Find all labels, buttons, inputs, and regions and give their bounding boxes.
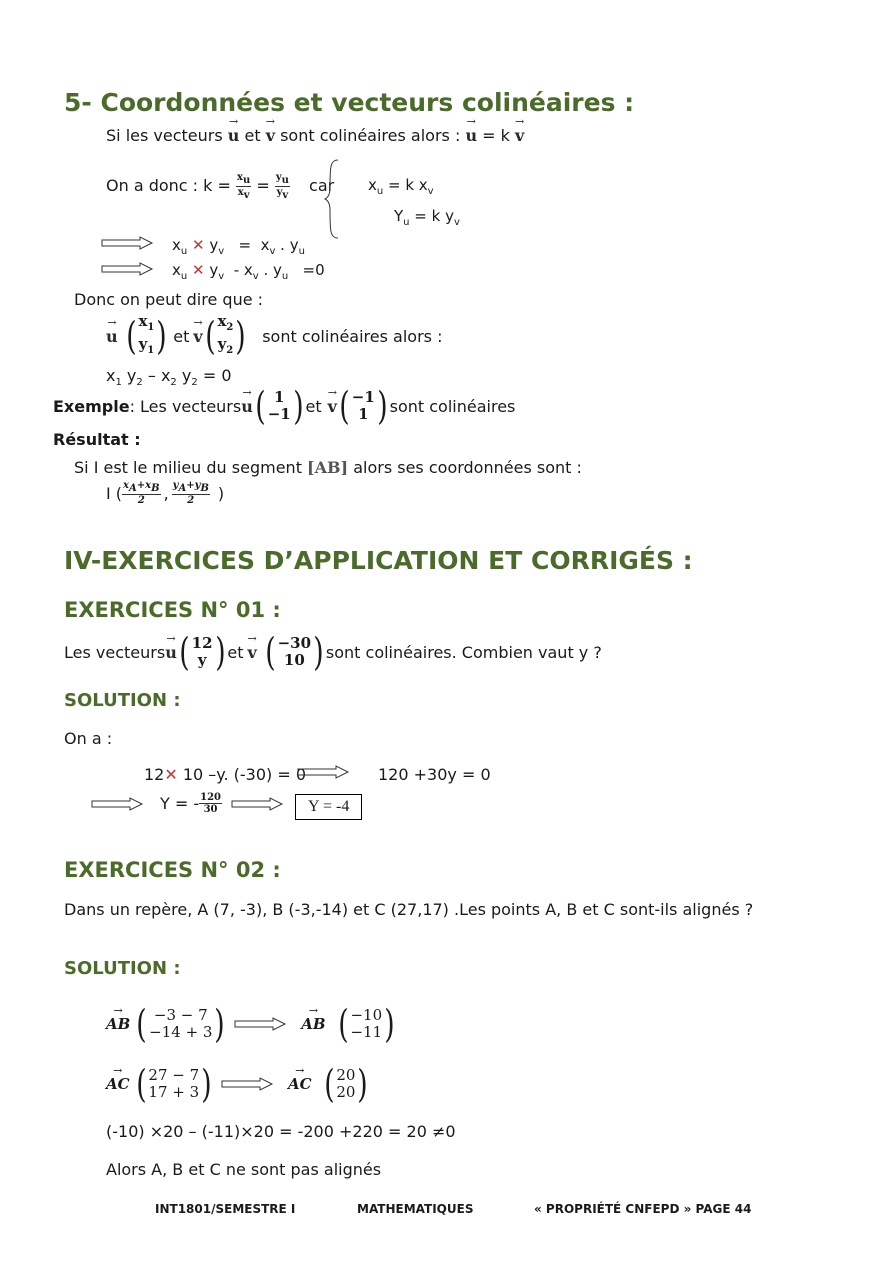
- implies-arrow-icon: [230, 797, 284, 811]
- implies-arrow-icon: [296, 765, 350, 779]
- et: et: [173, 326, 190, 346]
- text: x: [368, 176, 377, 194]
- matrix-v: ( −1 1 ): [339, 384, 388, 428]
- exemple-line: [53, 384, 515, 428]
- exercise-1-statement: [64, 630, 602, 674]
- footer-subject: MATHEMATIQUES: [357, 1202, 474, 1216]
- midpoint-formula: I ( $\frac{x_A+x_B}{2}$ , $\frac{y_A+y_B}{2}$ ): [106, 480, 225, 506]
- text: sont colinéaires: [389, 396, 516, 416]
- implies-arrow-icon: [100, 236, 154, 250]
- system-brace: [324, 158, 344, 240]
- exemple-label: Exemple: [53, 396, 130, 416]
- exercise-2-statement: Dans un repère, A (7, -3), B (-3,-14) et C (27,17) .Les points A, B et C sont-ils alignés ?: [64, 900, 754, 919]
- fraction-xa-xb: $\frac{x_A+x_B}{2}$: [123, 480, 160, 506]
- answer-box: Y = -4: [295, 794, 362, 820]
- text: alors ses coordonnées sont :: [348, 458, 582, 477]
- conclusion: Alors A, B et C ne sont pas alignés: [106, 1160, 382, 1179]
- section-4-title: IV-EXERCICES D’APPLICATION ET CORRIGÉS :: [64, 546, 693, 575]
- value: 1: [358, 405, 369, 423]
- matrix-ac-raw: ( 27 − 7 17 + 3 ): [135, 1062, 212, 1106]
- solution-step-1: 12✕ 10 –y. (-30) = 0: [144, 765, 307, 784]
- system-line-1: $x_u = k$ $x_v$: [368, 176, 434, 197]
- vector-ac: → AC: [288, 1075, 312, 1093]
- value: 30: [203, 803, 218, 815]
- text: sont colinéaires. Combien vaut y ?: [325, 642, 602, 662]
- vector-v: → v: [266, 126, 275, 145]
- resultat-label: Résultat :: [53, 430, 141, 449]
- value: 120: [200, 791, 221, 803]
- text: On a donc : k =: [106, 176, 236, 195]
- text: Y: [394, 207, 404, 225]
- value: 20: [336, 1066, 356, 1084]
- exercise-2-title: EXERCICES N° 02 :: [64, 858, 281, 882]
- colinear-definition: [106, 126, 524, 145]
- solution-step-2: 120 +30y = 0: [378, 765, 491, 784]
- text: sont colinéaires alors :: [262, 326, 443, 346]
- value: −30: [277, 634, 312, 652]
- value: 17 + 3: [148, 1083, 200, 1101]
- text: = k x: [383, 176, 428, 194]
- determinant-calc: (-10) ×20 – (-11)×20 = -200 +220 = 20 ≠0: [106, 1122, 456, 1141]
- vector-v: → v: [247, 643, 256, 662]
- implies-arrow-icon: [233, 1017, 287, 1031]
- value: −11: [350, 1023, 383, 1041]
- system-line-2: $Y_u = k$ $y_v$: [394, 207, 460, 228]
- text: et: [227, 642, 244, 662]
- footer-page: « PROPRIÉTÉ CNFEPD » PAGE 44: [534, 1202, 752, 1216]
- vector-v: → v: [193, 327, 202, 346]
- matrix-u: ( 1 −1 ): [255, 384, 304, 428]
- vector-u: → u: [165, 643, 177, 662]
- solution-step-3: [160, 786, 222, 820]
- value: 20: [336, 1083, 356, 1101]
- vector-ab: → AB: [301, 1015, 325, 1033]
- vector-v: → v: [515, 126, 524, 145]
- k-ratio: [106, 172, 334, 201]
- implies-arrow-icon: [100, 262, 154, 276]
- colinear-formula: $x_1$ $y_2 - x_2$ $y_2 = 0$: [106, 366, 232, 389]
- text: sont colinéaires alors :: [275, 126, 466, 145]
- equals: =: [256, 176, 275, 195]
- value: y: [197, 651, 207, 669]
- text: et: [305, 396, 322, 416]
- text: Si les vecteurs: [106, 126, 228, 145]
- text: = k: [477, 126, 516, 145]
- matrix-ab-raw: ( −3 − 7 −14 + 3 ): [136, 1002, 226, 1046]
- segment-ab: [AB]: [307, 458, 349, 477]
- text: I (: [106, 483, 123, 503]
- text: Y = -: [160, 793, 200, 813]
- vector-u: → u: [241, 397, 253, 416]
- section-5-title: 5- Coordonnées et vecteurs colinéaires :: [64, 88, 635, 117]
- text: : Les vecteurs: [129, 396, 242, 416]
- vector-ab-computation: [106, 1002, 397, 1046]
- value: −10: [350, 1006, 383, 1024]
- donc-text: Donc on peut dire que :: [74, 290, 264, 309]
- value: −1: [351, 388, 375, 406]
- fraction-xu-xv: $\frac{x_u}{x_v}$: [237, 172, 251, 201]
- solution-2-title: SOLUTION :: [64, 958, 181, 979]
- vector-ac-computation: [106, 1062, 370, 1106]
- matrix-ab-result: ( −10 −11 ): [337, 1002, 395, 1046]
- value: 12: [191, 634, 213, 652]
- value: 1: [273, 388, 285, 406]
- implication-2: $x_u$ ✕ $y_v - x_v$ . $y_u =0$: [172, 261, 325, 282]
- text: et: [239, 126, 266, 145]
- matrix-u: ( 12 y ): [179, 630, 226, 674]
- vector-u: → u: [106, 327, 118, 346]
- exercise-1-title: EXERCICES N° 01 :: [64, 598, 281, 622]
- matrix-x1-y1: ( $x_1$ $y_1$ ): [125, 312, 167, 358]
- text: Si I est le milieu du segment: [74, 458, 308, 477]
- text: = k y: [409, 207, 454, 225]
- colinear-condition: [106, 314, 442, 358]
- implication-1: $x_u$ ✕ $y_v = x_v$ . $y_u$: [172, 236, 305, 257]
- value: 10: [283, 651, 305, 669]
- matrix-ac-result: ( 20 20 ): [323, 1062, 369, 1106]
- vector-ac: → AC: [106, 1075, 130, 1093]
- footer-course: INT1801/SEMESTRE I: [155, 1202, 296, 1216]
- value: −1: [267, 405, 291, 423]
- matrix-v: ( −30 10 ): [265, 630, 324, 674]
- solution-1-title: SOLUTION :: [64, 690, 181, 711]
- fraction-120-30: [199, 792, 222, 815]
- text: Les vecteurs: [64, 642, 166, 662]
- on-a-text: On a :: [64, 729, 113, 748]
- vector-v: → v: [328, 397, 337, 416]
- text: 10 –y. (-30) = 0: [182, 765, 307, 784]
- implies-arrow-icon: [90, 797, 144, 811]
- value: −3 − 7: [153, 1006, 208, 1024]
- vector-ab: → AB: [106, 1015, 130, 1033]
- value: −14 + 3: [149, 1023, 213, 1041]
- car: car: [309, 176, 335, 195]
- fraction-ya-yb: $\frac{y_A+y_B}{2}$: [172, 480, 209, 506]
- vector-u: → u: [465, 126, 477, 145]
- text: 12: [144, 765, 165, 784]
- matrix-x2-y2: ( $x_2$ $y_2$ ): [204, 312, 246, 358]
- implies-arrow-icon: [220, 1077, 274, 1091]
- value: 27 − 7: [148, 1066, 200, 1084]
- fraction-yu-yv: $\frac{y_u}{y_v}$: [275, 172, 289, 201]
- resultat-text: [74, 458, 582, 477]
- vector-u: → u: [228, 126, 240, 145]
